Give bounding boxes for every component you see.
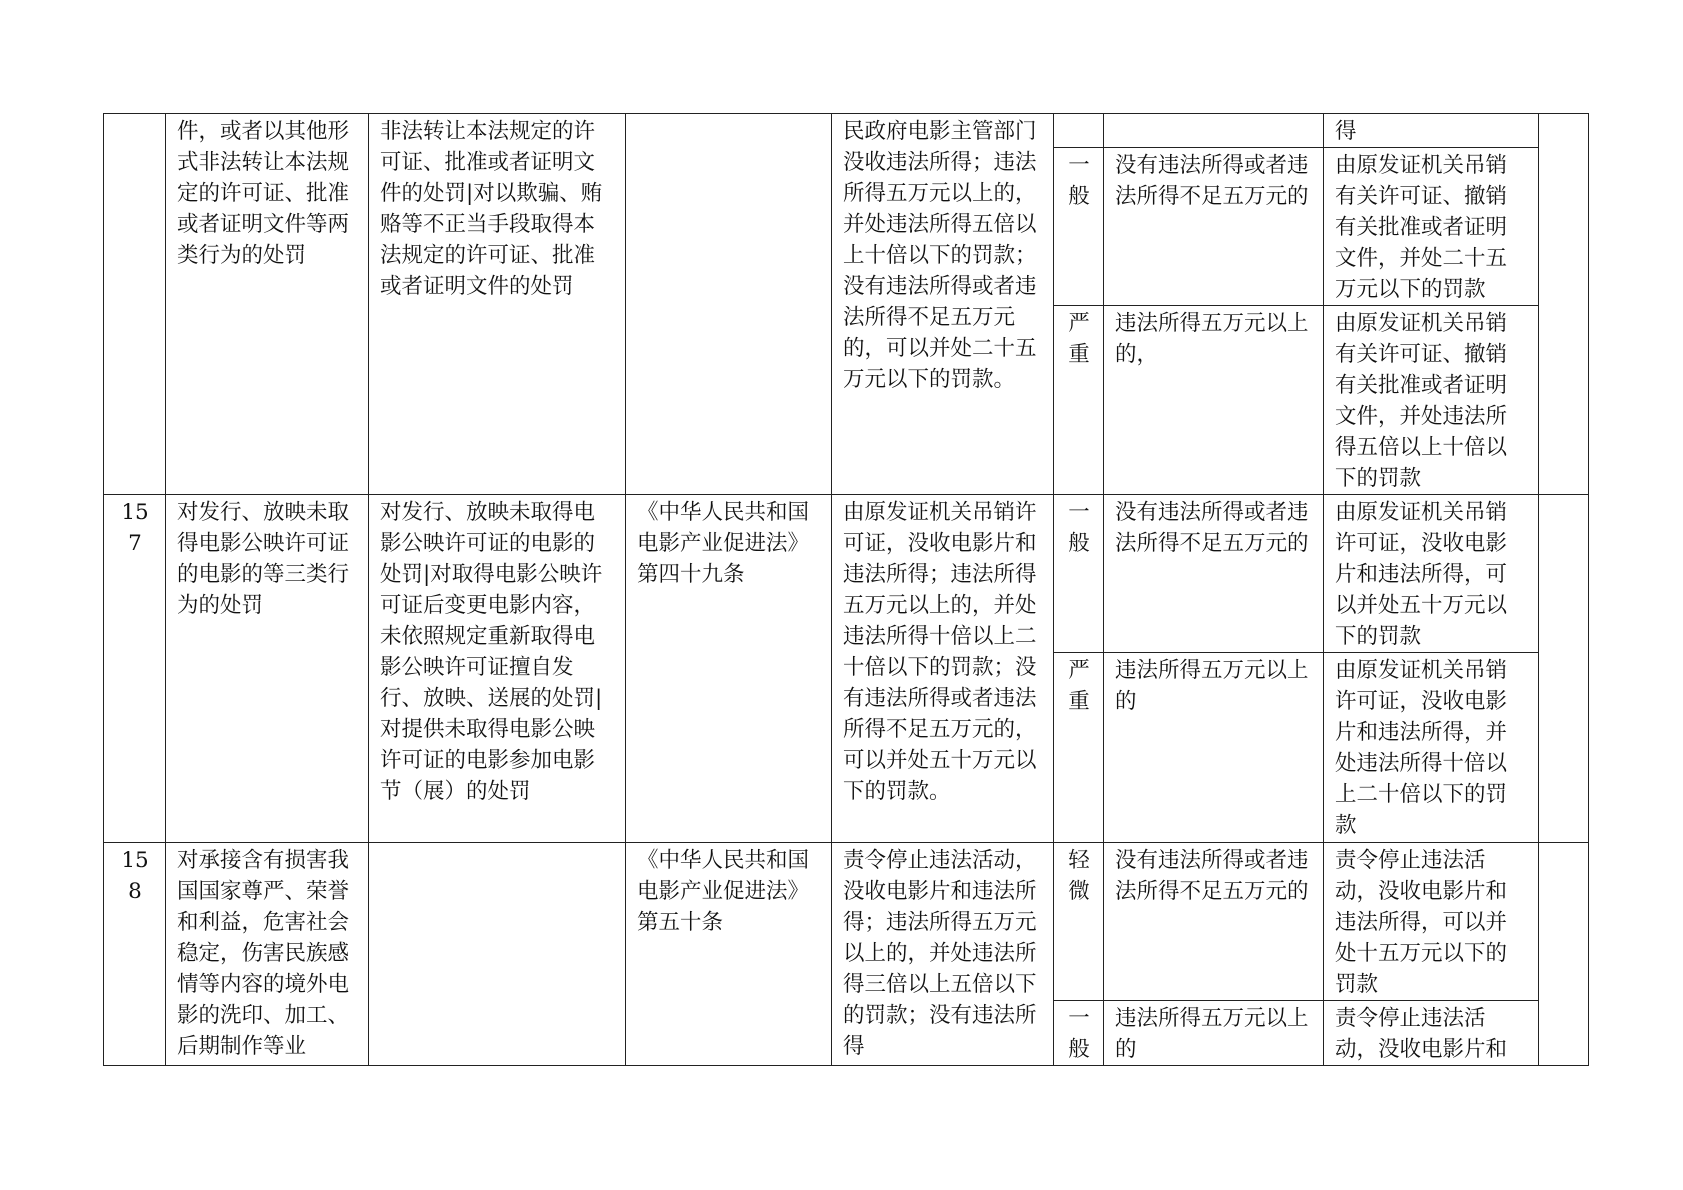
legal-basis: 《中华人民共和国电影产业促进法》第四十九条 [626, 495, 832, 843]
penalty-provision: 民政府电影主管部门没收违法所得；违法所得五万元以上的，并处违法所得五倍以上十倍以下的罚款；没有违法所得或者违法所得不足五万元的，可以并处二十五万元以下的罚款。 [832, 114, 1054, 495]
standard-cell: 责令停止违法活动，没收电影片和违法所得，可以并处十五万元以下的罚款 [1324, 843, 1539, 1001]
item-name: 件，或者以其他形式非法转让本法规定的许可证、批准或者证明文件等两类行为的处罚 [166, 114, 369, 495]
item-number: 157 [104, 495, 166, 843]
level-label: 严重 [1068, 311, 1090, 367]
level-cell [1054, 1001, 1104, 1066]
level-label: 一般 [1068, 500, 1090, 556]
item-number [104, 114, 166, 495]
standard-cell: 得 [1324, 114, 1539, 148]
standard-cell: 由原发证机关吊销有关许可证、撤销有关批准或者证明文件，并处二十五万元以下的罚款 [1324, 148, 1539, 306]
table-row [104, 843, 1589, 1001]
sub-items [369, 843, 626, 1066]
level-cell [1054, 495, 1104, 653]
circumstance-cell: 没有违法所得或者违法所得不足五万元的 [1104, 495, 1324, 653]
table-row [104, 114, 1589, 148]
standard-cell: 由原发证机关吊销许可证，没收电影片和违法所得，可以并处五十万元以下的罚款 [1324, 495, 1539, 653]
legal-basis [626, 114, 832, 495]
level-cell [1054, 114, 1104, 148]
penalty-table [103, 113, 1589, 1066]
circumstance-cell: 违法所得五万元以上的 [1104, 1001, 1324, 1066]
level-label: 一般 [1068, 153, 1090, 209]
level-cell [1054, 148, 1104, 306]
standard-cell: 由原发证机关吊销许可证，没收电影片和违法所得，并处违法所得十倍以上二十倍以下的罚款 [1324, 653, 1539, 843]
level-label: 严重 [1068, 658, 1090, 714]
item-number: 158 [104, 843, 166, 1066]
remarks-cell [1539, 495, 1589, 843]
item-name: 对发行、放映未取得电影公映许可证的电影的等三类行为的处罚 [166, 495, 369, 843]
standard-cell: 责令停止违法活动，没收电影片和 [1324, 1001, 1539, 1066]
sub-items: 对发行、放映未取得电影公映许可证的电影的处罚|对取得电影公映许可证后变更电影内容，未依照规定重新取得电影公映许可证擅自发行、放映、送展的处罚|对提供未取得电影公映许可证的电影参加电影节（展）的处罚 [369, 495, 626, 843]
level-cell [1054, 843, 1104, 1001]
penalty-provision: 由原发证机关吊销许可证，没收电影片和违法所得；违法所得五万元以上的，并处违法所得十倍以上二十倍以下的罚款；没有违法所得或者违法所得不足五万元的，可以并处五十万元以下的罚款。 [832, 495, 1054, 843]
sub-items: 非法转让本法规定的许可证、批准或者证明文件的处罚|对以欺骗、贿赂等不正当手段取得本法规定的许可证、批准或者证明文件的处罚 [369, 114, 626, 495]
table-row [104, 495, 1589, 653]
circumstance-cell: 违法所得五万元以上的 [1104, 653, 1324, 843]
level-label: 轻微 [1068, 848, 1090, 904]
level-cell [1054, 306, 1104, 495]
circumstance-cell: 违法所得五万元以上的， [1104, 306, 1324, 495]
level-cell [1054, 653, 1104, 843]
legal-basis: 《中华人民共和国电影产业促进法》第五十条 [626, 843, 832, 1066]
penalty-provision: 责令停止违法活动，没收电影片和违法所得；违法所得五万元以上的，并处违法所得三倍以上五倍以下的罚款；没有违法所得 [832, 843, 1054, 1066]
remarks-cell [1539, 114, 1589, 495]
circumstance-cell: 没有违法所得或者违法所得不足五万元的 [1104, 148, 1324, 306]
level-label: 一般 [1068, 1006, 1090, 1062]
circumstance-cell [1104, 114, 1324, 148]
remarks-cell [1539, 843, 1589, 1066]
standard-cell: 由原发证机关吊销有关许可证、撤销有关批准或者证明文件，并处违法所得五倍以上十倍以下的罚款 [1324, 306, 1539, 495]
circumstance-cell: 没有违法所得或者违法所得不足五万元的 [1104, 843, 1324, 1001]
item-name: 对承接含有损害我国国家尊严、荣誉和利益，危害社会稳定，伤害民族感情等内容的境外电影的洗印、加工、后期制作等业 [166, 843, 369, 1066]
